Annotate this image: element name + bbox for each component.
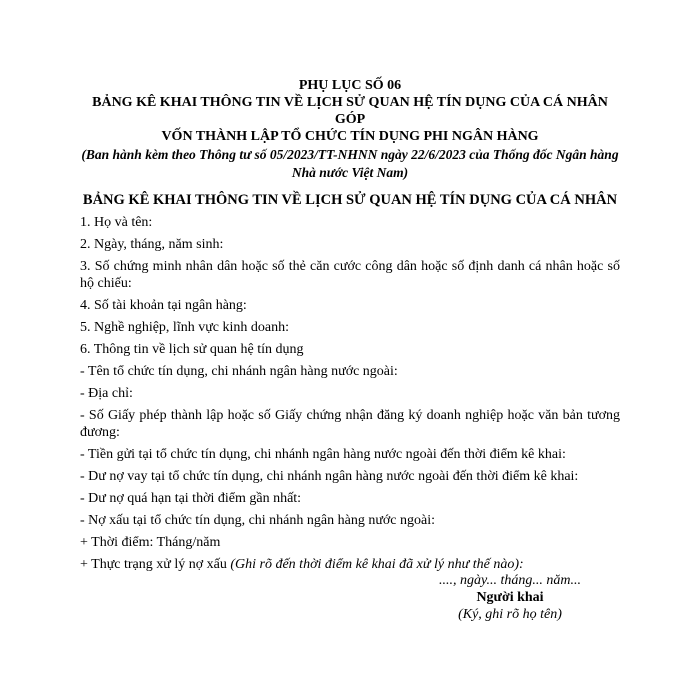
item-occupation: 5. Nghề nghiệp, lĩnh vực kinh doanh: (80, 320, 290, 335)
declaration-items (80, 214, 620, 573)
item-bad-debt-handling (80, 556, 620, 573)
issued-by-line-2: Nhà nước Việt Nam) (291, 165, 409, 180)
bad-debt-handling-label: + Thực trạng xử lý nợ xấu (80, 557, 231, 572)
main-title: BẢNG KÊ KHAI THÔNG TIN VỀ LỊCH SỬ QUAN HỆ TÍN DỤNG CỦA CÁ NHÂN (82, 192, 618, 208)
item-license-number: - Số Giấy phép thành lập hoặc số Giấy chứng nhận đăng ký doanh nghiệp hoặc văn bản tương đương: (80, 408, 620, 440)
item-birth-date: 2. Ngày, tháng, năm sinh: (80, 237, 224, 252)
appendix-number: PHỤ LỤC SỐ 06 (298, 78, 402, 93)
signature-date-line: ...., ngày... tháng... năm... (439, 573, 581, 588)
item-id-number: 3. Số chứng minh nhân dân hoặc số thẻ căn cước công dân hoặc số định danh cá nhân hoặc số hộ chiếu: (80, 259, 620, 291)
form-title-line-1: BẢNG KÊ KHAI THÔNG TIN VỀ LỊCH SỬ QUAN HỆ TÍN DỤNG CỦA CÁ NHÂN GÓP (92, 95, 608, 127)
item-loan-balance: - Dư nợ vay tại tổ chức tín dụng, chi nhánh ngân hàng nước ngoài đến thời điểm kê khai: (80, 469, 579, 484)
item-address: - Địa chỉ: (80, 386, 133, 401)
item-time-point: + Thời điểm: Tháng/năm (80, 535, 221, 550)
document-page (80, 78, 620, 622)
signature-role: Người khai (476, 590, 544, 605)
signature-note: (Ký, ghi rõ họ tên) (458, 607, 562, 622)
item-full-name: 1. Họ và tên: (80, 215, 153, 230)
item-deposits: - Tiền gửi tại tổ chức tín dụng, chi nhánh ngân hàng nước ngoài đến thời điểm kê khai: (80, 447, 566, 462)
signature-block (380, 572, 640, 623)
issued-by-line-1: (Ban hành kèm theo Thông tư số 05/2023/TT-NHNN ngày 22/6/2023 của Thống đốc Ngân hàng (81, 147, 619, 162)
bad-debt-handling-note: (Ghi rõ đến thời điểm kê khai đã xử lý như thế nào): (230, 557, 524, 572)
item-credit-history: 6. Thông tin về lịch sử quan hệ tín dụng (80, 342, 304, 357)
item-bank-account: 4. Số tài khoản tại ngân hàng: (80, 298, 247, 313)
form-title-line-2: VỐN THÀNH LẬP TỔ CHỨC TÍN DỤNG PHI NGÂN HÀNG (161, 129, 539, 144)
item-institution-name: - Tên tổ chức tín dụng, chi nhánh ngân hàng nước ngoài: (80, 364, 398, 379)
item-overdue-debt: - Dư nợ quá hạn tại thời điểm gần nhất: (80, 491, 302, 506)
item-bad-debt: - Nợ xấu tại tổ chức tín dụng, chi nhánh ngân hàng nước ngoài: (80, 513, 436, 528)
